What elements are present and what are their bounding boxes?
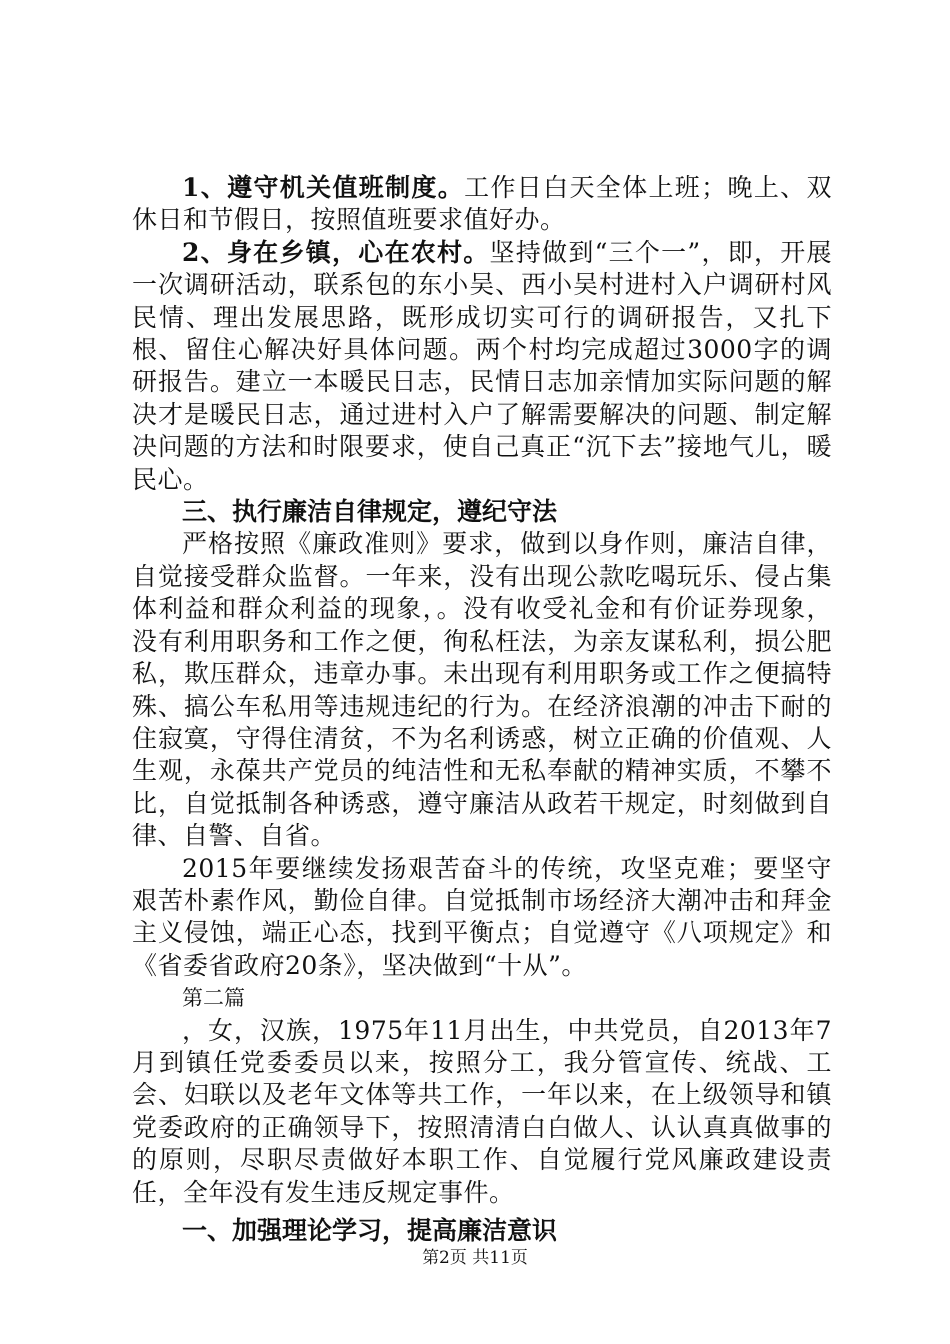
document-body bbox=[132, 172, 832, 1247]
paragraph-text: 工作日白天全体上班；晚上、双休日和节假日，按照值班要求值好办。 bbox=[132, 173, 832, 235]
paragraph-text: 坚持做到“三个一”，即，开展一次调研活动，联系包的东小吴、西小吴村进村入户调研村风民情、理出发展思路，既形成切实可行的调研报告，又扎下根、留住心解决好具体问题。两个村均完成超过3000字的调研报告。建立一本暖民日志，民情日志加亲情加实际问题的解决才是暖民日志，通过进村入户了解需要解决的问题、制定解决问题的方法和时限要求，使自己真正“沉下去”接地气儿，暖民心。 bbox=[132, 237, 832, 494]
paragraph-rural-work bbox=[132, 237, 832, 496]
page-number-footer: 第2页 共11页 bbox=[422, 1248, 528, 1268]
paragraph-lead: 1、遵守机关值班制度。 bbox=[182, 173, 465, 202]
section-heading-theory-study: 一、加强理论学习，提高廉洁意识 bbox=[182, 1216, 558, 1245]
paragraph-lead: 2、身在乡镇，心在农村。 bbox=[182, 237, 490, 267]
paragraph-2015-plan: 2015年要继续发扬艰苦奋斗的传统，攻坚克难；要坚守艰苦朴素作风，勤俭自律。自觉抵制市场经济大潮冲击和拜金主义侵蚀，端正心态，找到平衡点；自觉遵守《八项规定》和《省委省政府20条》，坚决做到“十从”。 bbox=[132, 853, 832, 980]
section-heading-integrity: 三、执行廉洁自律规定，遵纪守法 bbox=[182, 497, 558, 527]
section-label-part-two: 第二篇 bbox=[182, 986, 245, 1011]
paragraph-biography: ，女，汉族，1975年11月出生，中共党员，自2013年7月到镇任党委委员以来，按照分工，我分管宣传、统战、工会、妇联以及老年文体等共工作，一年以来，在上级领导和镇党委政府的正确领导下，按照清清白白做人、认认真真做事的的原则，尽职尽责做好本职工作、自觉履行党风廉政建设责任，全年没有发生违反规定事件。 bbox=[132, 1015, 832, 1207]
paragraph-duty-system bbox=[132, 172, 832, 237]
paragraph-integrity: 严格按照《廉政准则》要求，做到以身作则，廉洁自律，自觉接受群众监督。一年来，没有出现公款吃喝玩乐、侵占集体利益和群众利益的现象，。没有收受礼金和有价证券现象，没有利用职务和工作之便，徇私枉法，为亲友谋私利，损公肥私，欺压群众，违章办事。未出现有利用职务或工作之便搞特殊、搞公车私用等违规违纪的行为。在经济浪潮的冲击下耐的住寂寞，守得住清贫，不为名利诱惑，树立正确的价值观、人生观，永葆共产党员的纯洁性和无私奉献的精神实质，不攀不比，自觉抵制各种诱惑，遵守廉洁从政若干规定，时刻做到自律、自警、自省。 bbox=[132, 529, 832, 851]
